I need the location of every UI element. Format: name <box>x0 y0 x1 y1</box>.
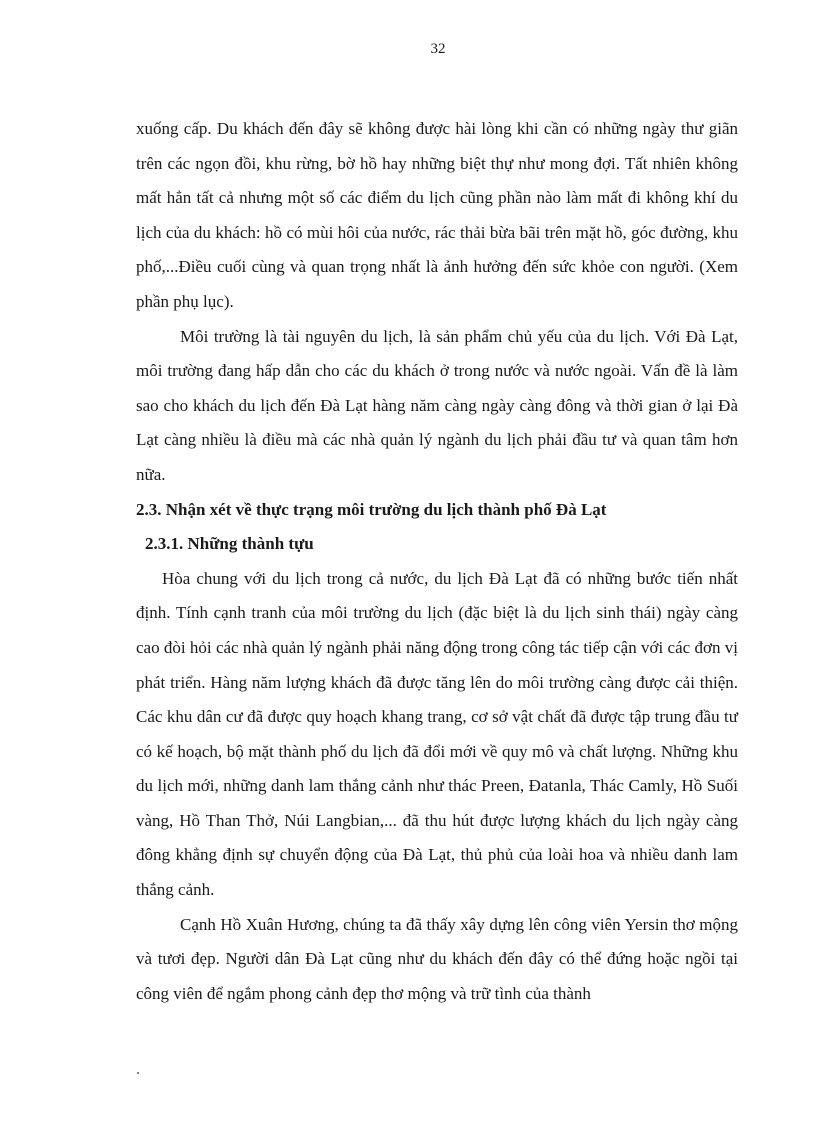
paragraph-yersin-park: Cạnh Hồ Xuân Hương, chúng ta đã thấy xây dựng lên công viên Yersin thơ mộng và tươi đẹp. Người dân Đà Lạt cũng như du khách đến đây có thể đứng hoặc ngồi tại công viên để ngắm phong cảnh đẹp thơ mộng và trữ tình của thành <box>136 914 738 1003</box>
section-heading: 2.3. Nhận xét về thực trạng môi trường du lịch thành phố Đà Lạt <box>136 499 607 519</box>
paragraph-achievements: Hòa chung với du lịch trong cả nước, du lịch Đà Lạt đã có những bước tiến nhất định. Tính cạnh tranh của môi trường du lịch (đặc biệt là du lịch sinh thái) ngày càng cao đòi hỏi các nhà quản lý ngành phải năng động trong công tác tiếp cận với các đơn vị phát triển. Hàng năm lượng khách đã được tăng lên do môi trường càng được cải thiện. Các khu dân cư đã được quy hoạch khang trang, cơ sở vật chất đã được tập trung đầu tư có kế hoạch, bộ mặt thành phố du lịch đã đổi mới về quy mô và chất lượng. Những khu du lịch mới, những danh lam thắng cảnh như thác Preen, Đatanla, Thác Camly, Hồ Suối vàng, Hồ Than Thở, Núi Langbian,... đã thu hút được lượng khách du lịch ngày càng đông khẳng định sự chuyển động của Đà Lạt, thủ phủ của loài hoa và nhiều danh lam thắng cảnh. <box>136 568 738 900</box>
footer-dot <box>137 1072 139 1074</box>
page-number: 32 <box>430 41 446 57</box>
document-body <box>136 112 738 1011</box>
paragraph-degradation: xuống cấp. Du khách đến đây sẽ không được hài lòng khi cần có những ngày thư giãn trên các ngọn đồi, khu rừng, bờ hồ hay những biệt thự như mong đợi. Tất nhiên không mất hẳn tất cả nhưng một số các điểm du lịch cũng phần nào làm mất đi không khí du lịch của du khách: hồ có mùi hôi của nước, rác thải bừa bãi trên mặt hồ, góc đường, khu phố,...Điều cuối cùng và quan trọng nhất là ảnh hưởng đến sức khỏe con người. (Xem phần phụ lục). <box>136 119 738 311</box>
subsection-heading: 2.3.1. Những thành tựu <box>145 534 314 554</box>
paragraph-environment-resource: Môi trường là tài nguyên du lịch, là sản phẩm chủ yếu của du lịch. Với Đà Lạt, môi trường đang hấp dẫn cho các du khách ở trong nước và nước ngoài. Vấn đề là làm sao cho khách du lịch đến Đà Lạt hàng năm càng ngày càng đông và thời gian ở lại Đà Lạt càng nhiều là điều mà các nhà quản lý ngành du lịch phải đầu tư và quan tâm hơn nữa. <box>136 326 738 484</box>
